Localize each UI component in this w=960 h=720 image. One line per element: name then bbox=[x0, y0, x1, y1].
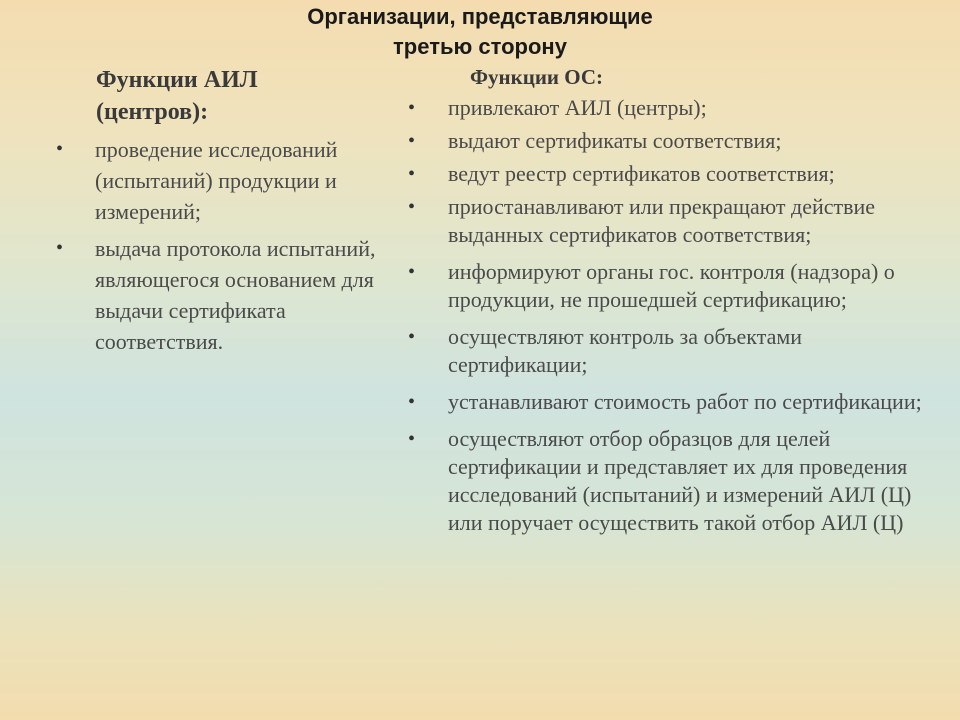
list-item bbox=[408, 127, 928, 155]
list-item-text: проведение исследований (испытаний) продукции и измерений; bbox=[95, 137, 338, 224]
bullet-icon: • bbox=[408, 163, 416, 185]
bullet-icon: • bbox=[408, 261, 416, 283]
ail-heading-line-1: Функции АИЛ bbox=[96, 67, 258, 93]
ail-functions-list bbox=[56, 134, 401, 357]
list-item bbox=[56, 134, 401, 227]
bullet-icon: • bbox=[408, 391, 416, 413]
bullet-icon: • bbox=[408, 196, 416, 218]
bullet-icon: • bbox=[56, 138, 64, 160]
title-line-1: Организации, представляющие bbox=[307, 4, 653, 29]
list-item-text: привлекают АИЛ (центры); bbox=[448, 95, 707, 120]
title-line-2: третью сторону bbox=[393, 34, 567, 59]
bullet-icon: • bbox=[408, 428, 416, 450]
os-functions-list bbox=[408, 94, 928, 537]
list-item-text: устанавливают стоимость работ по сертификации; bbox=[448, 389, 922, 414]
slide-title bbox=[0, 2, 960, 62]
ail-functions-heading bbox=[56, 64, 401, 128]
list-item bbox=[408, 94, 928, 122]
list-item bbox=[408, 425, 928, 537]
list-item-text: информируют органы гос. контроля (надзора) о продукции, не прошедшей сертификацию; bbox=[448, 259, 895, 312]
bullet-icon: • bbox=[408, 326, 416, 348]
os-functions-column bbox=[408, 64, 928, 546]
bullet-icon: • bbox=[408, 97, 416, 119]
bullet-icon: • bbox=[408, 130, 416, 152]
list-item bbox=[408, 258, 928, 314]
list-item-text: выдают сертификаты соответствия; bbox=[448, 128, 782, 153]
list-item-text: ведут реестр сертификатов соответствия; bbox=[448, 161, 835, 186]
list-item bbox=[408, 388, 928, 416]
list-item-text: осуществляют отбор образцов для целей сертификации и представляет их для проведения исследований (испытаний) и измерений АИЛ (Ц) или поручает осуществить такой отбор АИЛ (Ц) bbox=[448, 426, 912, 535]
list-item-text: осуществляют контроль за объектами сертификации; bbox=[448, 324, 803, 377]
bullet-icon: • bbox=[56, 237, 64, 259]
ail-heading-line-2: (центров): bbox=[96, 99, 209, 125]
list-item bbox=[408, 193, 928, 249]
ail-functions-column bbox=[56, 64, 401, 357]
list-item-text: выдача протокола испытаний, являющегося основанием для выдачи сертификата соответствия. bbox=[95, 236, 376, 354]
list-item bbox=[408, 323, 928, 379]
list-item bbox=[56, 233, 401, 357]
list-item-text: приостанавливают или прекращают действие выданных сертификатов соответствия; bbox=[448, 194, 876, 247]
os-functions-heading: Функции ОС: bbox=[470, 65, 604, 89]
list-item bbox=[408, 160, 928, 188]
